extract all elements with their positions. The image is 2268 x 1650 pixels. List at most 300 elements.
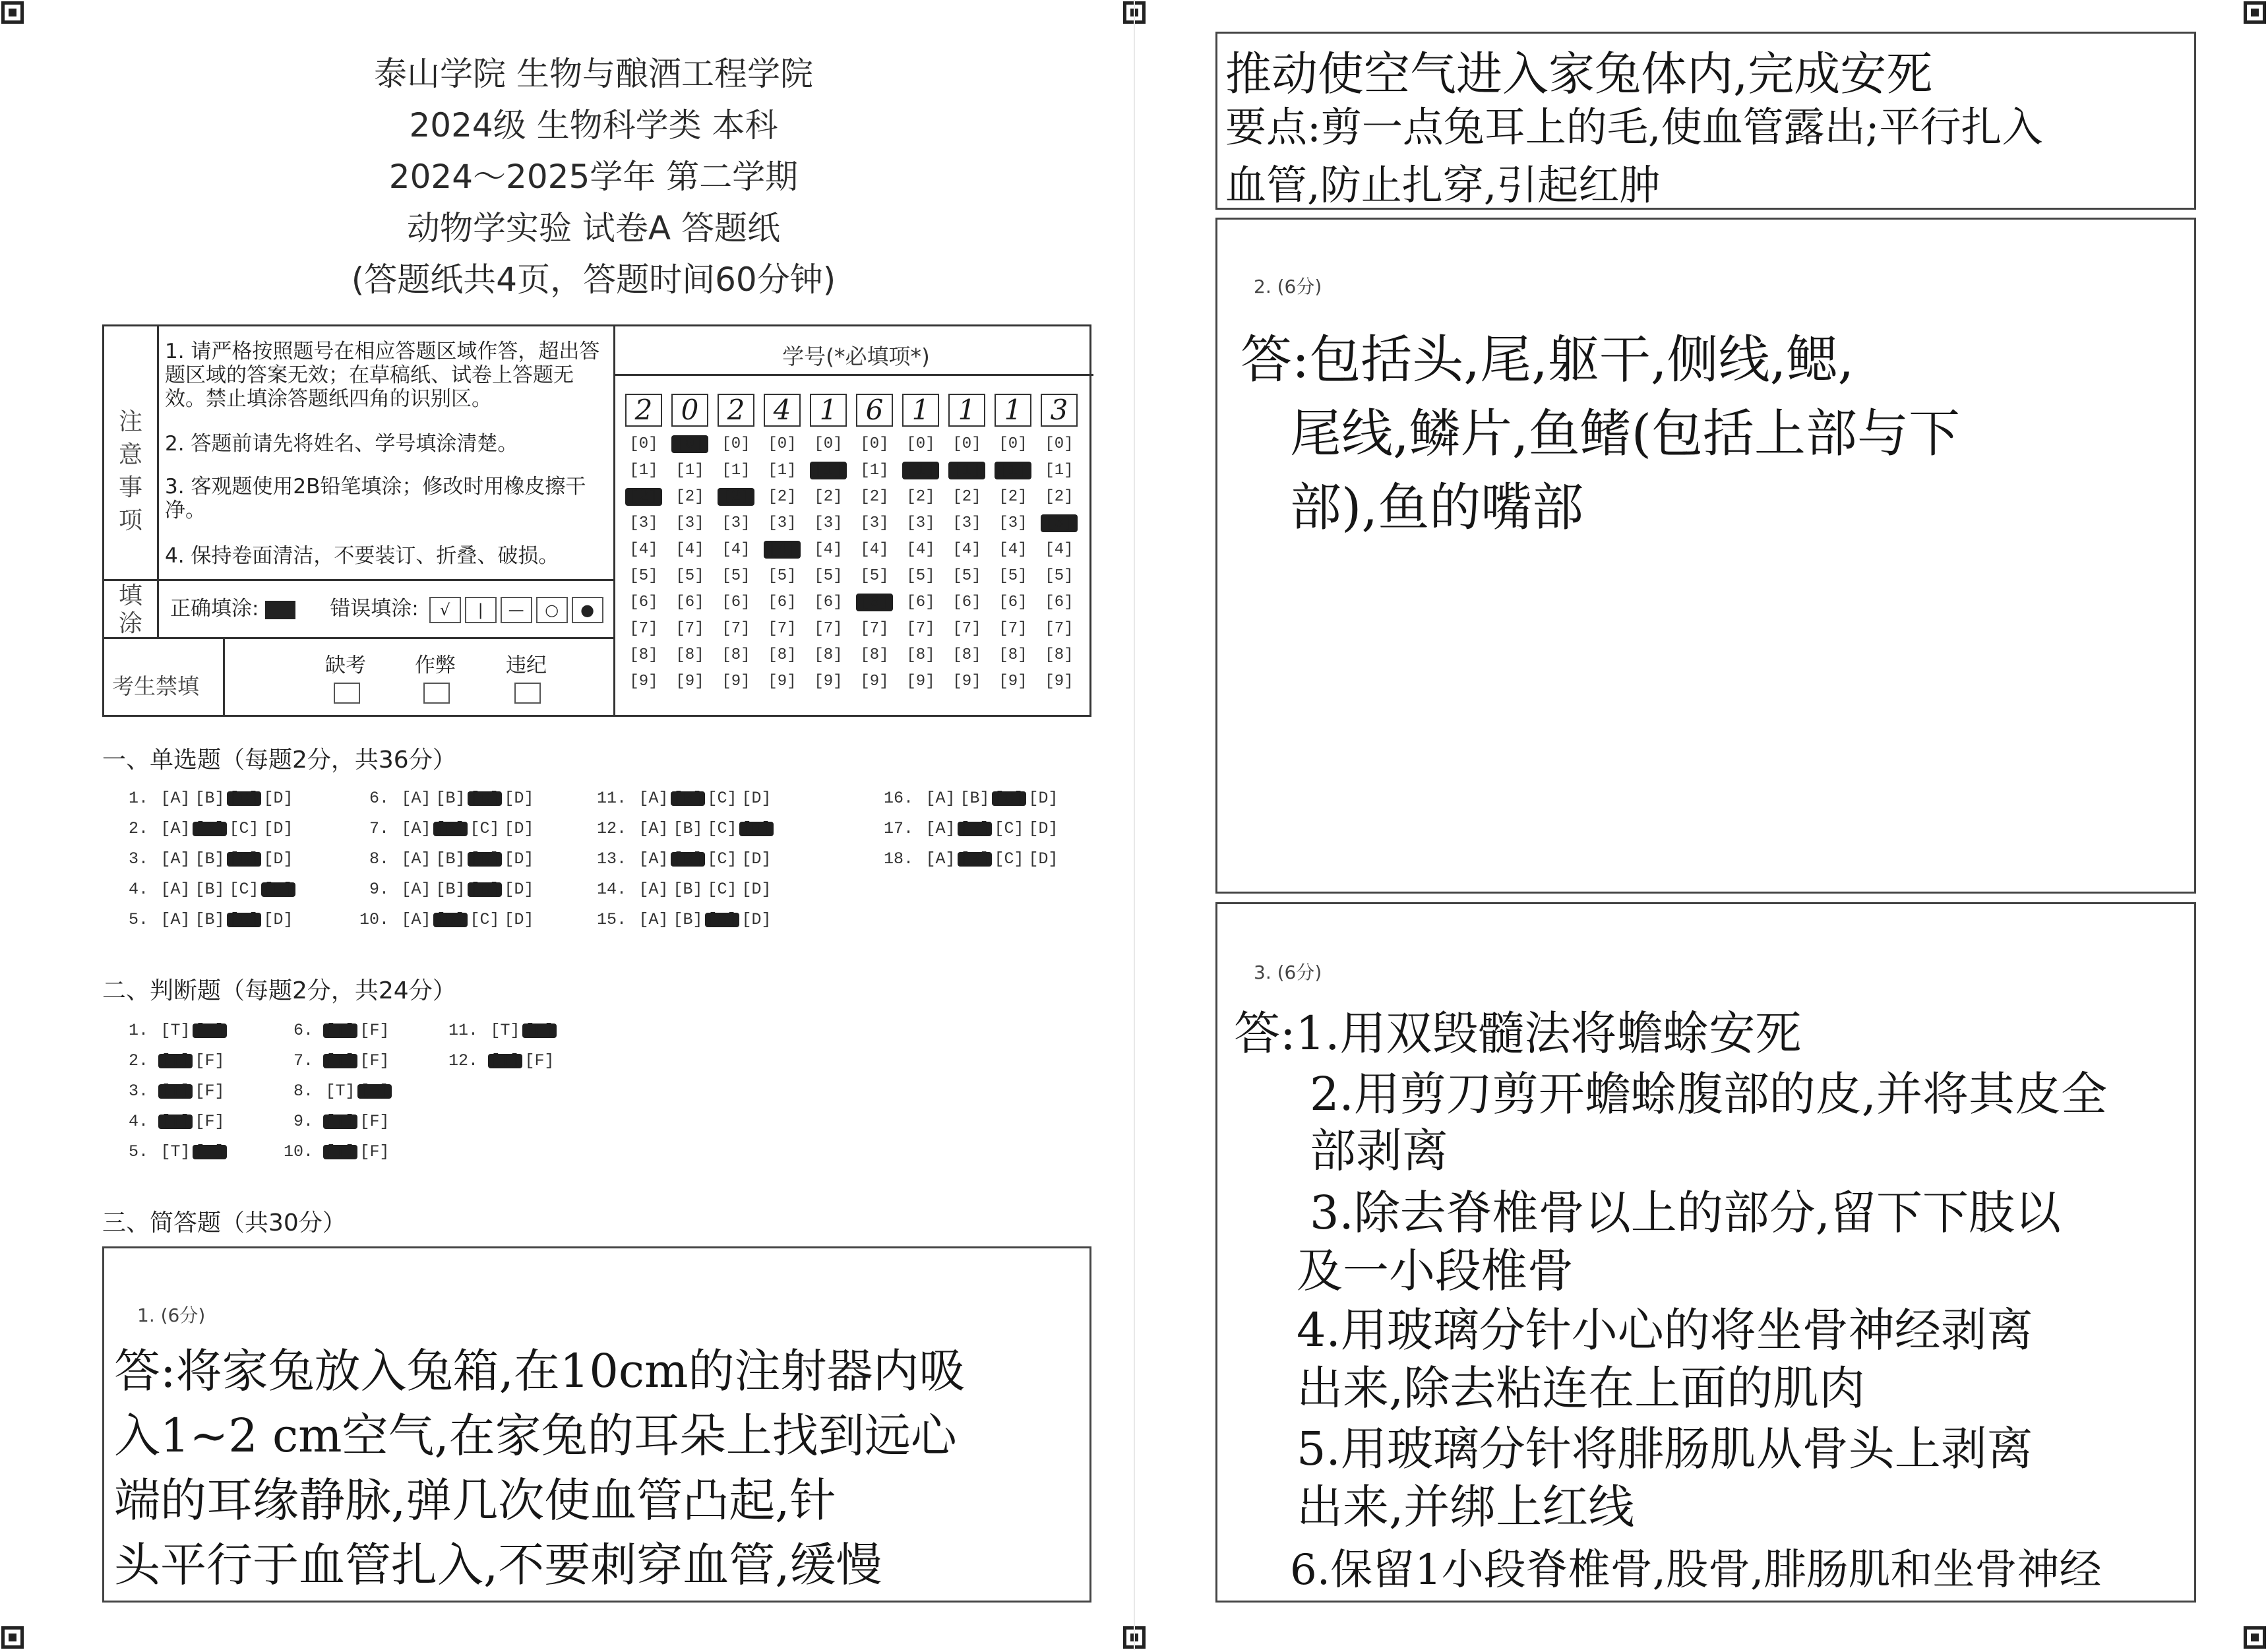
tf-question-number: 7. [284,1051,324,1070]
mc-option-a[interactable]: [A] [638,819,669,838]
q1-cont-line-3: 血管,防止扎穿,引起红肿 [1225,161,1661,209]
student-id-digit-1: 2 [625,394,662,427]
student-id-bubble[interactable]: [8] [906,646,935,664]
student-id-bubble[interactable]: [6] [814,594,843,611]
student-id-bubble[interactable]: [8] [952,646,981,664]
corner-mark-top-right [2244,1,2266,24]
tf-question-number: 11. [448,1021,489,1040]
student-id-digit-7: 1 [902,394,939,427]
q3-line-6: 4.用玻璃分针小心的将坐骨神经剥离 [1297,1303,2033,1357]
sa-section-title: 三、简答题（共30分） [102,1209,346,1237]
mc-option-b[interactable]: [B] [673,880,703,899]
student-id-bubble[interactable]: [1] [902,462,939,479]
student-id-bubble[interactable]: [0] [998,435,1027,453]
mc-option-c[interactable]: [C] [994,819,1024,838]
mc-option-b[interactable]: [B] [433,822,468,836]
mc-option-b[interactable]: [B] [435,789,466,808]
mc-question-number: 15. [597,910,637,929]
tf-option-t[interactable]: [T] [325,1082,355,1101]
tf-question-row [119,1112,227,1131]
mc-option-c[interactable]: [C] [707,880,737,899]
tf-question-number: 5. [119,1142,159,1161]
mc-option-c[interactable]: [C] [229,819,259,838]
student-id-bubble[interactable]: [9] [721,673,751,690]
mc-option-c[interactable]: [C] [468,882,502,897]
mc-option-d[interactable]: [D] [261,882,295,897]
mc-question-row [597,880,774,899]
student-id-bubble[interactable]: [2] [1045,488,1074,506]
student-id-bubble[interactable]: [2] [860,488,889,506]
mc-option-d[interactable]: [D] [741,880,772,899]
student-id-bubble[interactable]: [2] [718,488,754,506]
mc-question-number: 1. [119,789,159,808]
student-id-bubble[interactable]: [6] [998,594,1027,611]
mc-option-d[interactable]: [D] [504,789,534,808]
student-id-bubble[interactable]: [4] [721,541,751,559]
tf-option-f[interactable]: [F] [357,1084,392,1099]
student-id-bubble[interactable]: [9] [814,673,843,690]
correct-fill-label: 正确填涂: [170,597,259,621]
tf-option-t[interactable]: [T] [323,1115,357,1129]
corner-mark-top-left [1,1,24,24]
note-3: 3. 客观题使用2B铅笔填涂；修改时用橡皮擦干净。 [165,475,586,522]
student-id-bubble[interactable]: [2] [952,488,981,506]
mc-option-c[interactable]: [C] [468,791,502,806]
forbidden-violation-box[interactable] [514,683,541,704]
student-id-bubble[interactable]: [5] [860,567,889,585]
student-id-bubble[interactable]: [4] [860,541,889,559]
mc-option-a[interactable]: [A] [160,880,191,899]
mc-option-a[interactable]: [A] [401,910,431,929]
corner-mark-bottom-right [2244,1626,2266,1649]
mc-option-d[interactable]: [D] [1028,789,1058,808]
mc-option-b[interactable]: [B] [195,910,225,929]
mc-option-d[interactable]: [D] [263,910,293,929]
tf-option-t[interactable]: [T] [323,1024,357,1038]
mc-option-a[interactable]: [A] [638,789,669,808]
mc-option-d[interactable]: [D] [741,789,772,808]
tf-option-f[interactable]: [F] [193,1145,227,1159]
student-id-bubble[interactable]: [8] [998,646,1027,664]
q1-label: 1. (6分) [137,1304,206,1326]
mc-option-d[interactable]: [D] [741,849,772,869]
mc-option-a[interactable]: [A] [160,910,191,929]
student-id-bubble[interactable]: [4] [675,541,704,559]
mc-section-title: 一、单选题（每题2分，共36分） [102,747,456,774]
mc-option-b[interactable]: [B] [433,913,468,927]
mc-option-b[interactable]: [B] [673,819,703,838]
tf-option-f[interactable]: [F] [359,1021,390,1040]
mc-option-c[interactable]: [C] [470,910,500,929]
student-id-bubble[interactable]: [3] [814,514,843,532]
q2-answer-box [1215,218,2196,894]
student-id-digit-5: 1 [810,394,847,427]
student-id-digit-2: 0 [671,394,708,427]
student-id-bubble[interactable]: [8] [675,646,704,664]
q3-line-8: 5.用玻璃分针将腓肠肌从骨头上剥离 [1297,1422,2033,1476]
mc-question-row [359,819,536,838]
mc-question-number: 13. [597,849,637,869]
student-id-bubble[interactable]: [9] [675,673,704,690]
info-box [102,324,1091,717]
wrong-mark-circle: ○ [536,597,568,623]
mc-option-b[interactable]: [B] [958,822,992,836]
student-id-bubble[interactable]: [0] [671,435,708,453]
student-id-bubble[interactable]: [6] [675,594,704,611]
mc-option-b[interactable]: [B] [960,789,990,808]
wrong-fill-label: 错误填涂: [330,597,419,621]
student-id-bubble[interactable]: [3] [675,514,704,532]
mc-option-d[interactable]: [D] [1028,849,1058,869]
q1-continued-box [1215,32,2196,210]
q3-line-5: 及一小段椎骨 [1297,1244,1574,1298]
mc-question-row [119,849,295,869]
tf-option-f[interactable]: [F] [359,1051,390,1070]
mc-question-number: 16. [884,789,924,808]
student-id-bubble[interactable]: [6] [721,594,751,611]
mc-question-number: 2. [119,819,159,838]
header-pages: (答题纸共4页，答题时间60分钟) [351,260,836,299]
tf-option-t[interactable]: [T] [160,1142,191,1161]
student-id-bubble[interactable]: [0] [814,435,843,453]
mc-option-d[interactable]: [D] [504,880,534,899]
student-id-bubble[interactable]: [0] [860,435,889,453]
mc-question-number: 9. [359,880,400,899]
mc-option-d[interactable]: [D] [263,789,293,808]
student-id-bubble[interactable]: [7] [814,620,843,638]
tf-option-t[interactable]: [T] [488,1054,522,1068]
tf-option-f[interactable]: [F] [193,1024,227,1038]
mc-question-row [597,789,774,808]
mc-option-a[interactable]: [A] [638,849,669,869]
student-id-bubble[interactable]: [6] [1045,594,1074,611]
forbidden-title: 考生禁填 [112,673,199,699]
mc-option-c[interactable]: [C] [227,852,261,867]
forbidden-cheat-label: 作弊 [415,654,456,677]
q1-cont-line-2: 要点:剪一点兔耳上的毛,使血管露出;平行扎入 [1225,103,2043,151]
q2-label: 2. (6分) [1254,276,1322,297]
mc-option-a[interactable]: [A] [638,880,669,899]
q1-line-4: 头平行于血管扎入,不要刺穿血管,缓慢 [114,1538,882,1592]
student-id-bubble[interactable]: [7] [860,620,889,638]
forbidden-absent-box[interactable] [334,683,360,704]
q3-line-1: 答:1.用双毁髓法将蟾蜍安死 [1234,1006,1802,1060]
student-id-digit-4: 4 [764,394,801,427]
forbidden-absent-label: 缺考 [325,654,366,677]
student-id-bubble[interactable]: [1] [768,462,797,479]
mc-option-c[interactable]: [C] [227,913,261,927]
mc-option-a[interactable]: [A] [160,849,191,869]
mc-option-b[interactable]: [B] [671,852,705,867]
mc-option-d[interactable]: [D] [504,819,534,838]
student-id-bubble[interactable]: [7] [675,620,704,638]
header-class: 2024级 生物科学类 本科 [409,106,778,144]
student-id-bubble[interactable]: [4] [952,541,981,559]
note-2: 2. 答题前请先将姓名、学号填涂清楚。 [165,432,518,456]
student-id-bubble[interactable]: [5] [814,567,843,585]
student-id-bubble[interactable]: [2] [625,488,662,506]
mc-option-a[interactable]: [A] [401,789,431,808]
q3-line-3: 部剥离 [1310,1124,1448,1178]
tf-option-t[interactable]: [T] [158,1084,193,1099]
student-id-bubble[interactable]: [8] [721,646,751,664]
tf-question-row [448,1021,557,1040]
mc-question-row [119,880,295,899]
note-4: 4. 保持卷面清洁，不要装订、折叠、破损。 [165,544,559,568]
mc-option-d[interactable]: [D] [504,910,534,929]
tf-option-f[interactable]: [F] [522,1024,557,1038]
mc-option-c[interactable]: [C] [229,880,259,899]
tf-section-title: 二、判断题（每题2分，共24分） [102,977,456,1004]
q3-answer-box [1215,902,2196,1603]
mc-option-a[interactable]: [A] [925,789,956,808]
mc-question-number: 14. [597,880,637,899]
mc-option-a[interactable]: [A] [925,849,956,869]
mc-option-b[interactable]: [B] [435,880,466,899]
student-id-bubble[interactable]: [5] [952,567,981,585]
student-id-bubble[interactable]: [4] [814,541,843,559]
student-id-bubble[interactable]: [5] [768,567,797,585]
student-id-bubble[interactable]: [3] [860,514,889,532]
mc-question-number: 3. [119,849,159,869]
tf-option-f[interactable]: [F] [195,1082,225,1101]
mc-option-c[interactable]: [C] [470,819,500,838]
tf-option-f[interactable]: [F] [359,1112,390,1131]
mc-option-a[interactable]: [A] [401,819,431,838]
mc-option-a[interactable]: [A] [401,849,431,869]
student-id-bubble[interactable]: [3] [721,514,751,532]
student-id-title: 学号(*必填项*) [782,344,930,369]
mc-option-b[interactable]: [B] [958,852,992,867]
student-id-bubble[interactable]: [7] [998,620,1027,638]
mc-option-b[interactable]: [B] [195,880,225,899]
student-id-bubble[interactable]: [1] [995,462,1031,479]
tf-question-row [448,1051,557,1070]
wrong-mark-check: √ [429,597,461,623]
student-id-bubble[interactable]: [3] [952,514,981,532]
student-id-bubble[interactable]: [9] [768,673,797,690]
student-id-bubble[interactable]: [4] [998,541,1027,559]
mc-option-a[interactable]: [A] [160,819,191,838]
q1-line-2: 入1~2 cm空气,在家兔的耳朵上找到远心 [114,1409,957,1463]
student-id-bubble[interactable]: [3] [998,514,1027,532]
mc-option-c[interactable]: [C] [468,852,502,867]
mc-question-number: 4. [119,880,159,899]
tf-question-row [284,1112,392,1131]
student-id-bubble[interactable]: [7] [768,620,797,638]
mc-question-row [597,849,774,869]
notes-title: 注意事项 [118,408,142,534]
mc-question-number: 8. [359,849,400,869]
tf-option-t[interactable]: [T] [323,1054,357,1068]
tf-option-f[interactable]: [F] [195,1051,225,1070]
student-id-bubble[interactable]: [0] [721,435,751,453]
student-id-bubble[interactable]: [3] [906,514,935,532]
mc-option-b[interactable]: [B] [671,791,705,806]
student-id-bubble[interactable]: [3] [629,514,658,532]
mc-question-row [884,849,1060,869]
student-id-bubble[interactable]: [0] [629,435,658,453]
student-id-bubble[interactable]: [3] [768,514,797,532]
mc-option-d[interactable]: [D] [739,822,774,836]
tf-question-number: 10. [284,1142,324,1161]
mc-question-number: 7. [359,819,400,838]
mc-option-c[interactable]: [C] [707,789,737,808]
student-id-bubble[interactable]: [4] [764,541,801,559]
student-id-bubble[interactable]: [9] [1045,673,1074,690]
page-divider [1134,0,1135,1650]
mc-option-a[interactable]: [A] [925,819,956,838]
student-id-bubble[interactable]: [7] [952,620,981,638]
student-id-bubble[interactable]: [8] [860,646,889,664]
tf-option-f[interactable]: [F] [359,1142,390,1161]
tf-option-f[interactable]: [F] [195,1112,225,1131]
student-id-bubble[interactable]: [8] [768,646,797,664]
student-id-bubble[interactable]: [2] [998,488,1027,506]
mc-option-c[interactable]: [C] [992,791,1026,806]
student-id-bubble[interactable]: [7] [629,620,658,638]
tf-question-number: 2. [119,1051,159,1070]
tf-question-row [119,1051,227,1070]
student-id-bubble[interactable]: [1] [721,462,751,479]
student-id-bubble[interactable]: [9] [629,673,658,690]
mc-question-row [884,789,1060,808]
student-id-bubble[interactable]: [8] [814,646,843,664]
mc-option-d[interactable]: [D] [1028,819,1058,838]
tf-question-row [119,1021,227,1040]
student-id-bubble[interactable]: [8] [629,646,658,664]
mc-question-row [597,819,774,838]
mc-question-row [359,849,536,869]
student-id-bubble[interactable]: [6] [768,594,797,611]
mc-question-row [359,880,536,899]
tf-option-t[interactable]: [T] [158,1115,193,1129]
q1-answer-box [102,1246,1091,1603]
tf-option-t[interactable]: [T] [323,1145,357,1159]
student-id-bubble[interactable]: [8] [1045,646,1074,664]
mc-question-number: 6. [359,789,400,808]
mc-option-d[interactable]: [D] [263,819,293,838]
student-id-bubble[interactable]: [2] [906,488,935,506]
student-id-bubble[interactable]: [6] [906,594,935,611]
forbidden-violation-label: 违纪 [506,654,547,677]
student-id-bubble[interactable]: [4] [1045,541,1074,559]
fill-title: 填涂 [118,582,142,637]
student-id-digit-6: 6 [856,394,893,427]
mc-option-c[interactable]: [C] [705,913,739,927]
student-id-bubble[interactable]: [1] [948,462,985,479]
student-id-bubble[interactable]: [5] [998,567,1027,585]
q2-line-1: 答:包括头,尾,躯干,侧线,鳃, [1241,330,1854,390]
mc-option-c[interactable]: [C] [994,849,1024,869]
mc-option-b[interactable]: [B] [195,789,225,808]
student-id-bubble[interactable]: [6] [629,594,658,611]
mc-question-number: 5. [119,910,159,929]
student-id-bubble[interactable]: [7] [1045,620,1074,638]
q3-line-2: 2.用剪刀剪开蟾蜍腹部的皮,并将其皮全 [1310,1067,2108,1121]
tf-option-t[interactable]: [T] [158,1054,193,1068]
student-id-bubble[interactable]: [0] [1045,435,1074,453]
student-id-digit-3: 2 [718,394,754,427]
q1-line-1: 答:将家兔放入兔箱,在10cm的注射器内吸 [114,1344,965,1398]
student-id-bubble[interactable]: [0] [952,435,981,453]
student-id-bubble[interactable]: [5] [675,567,704,585]
student-id-bubble[interactable]: [6] [952,594,981,611]
mc-question-row [884,819,1060,838]
student-id-bubble[interactable]: [7] [906,620,935,638]
student-id-bubble[interactable]: [0] [906,435,935,453]
tf-question-number: 3. [119,1082,159,1101]
mc-option-c[interactable]: [C] [227,791,261,806]
corner-mark-bottom-left [1,1626,24,1649]
tf-option-f[interactable]: [F] [524,1051,555,1070]
tf-question-row [284,1051,392,1070]
mc-option-c[interactable]: [C] [707,819,737,838]
mc-option-c[interactable]: [C] [707,849,737,869]
student-id-bubble[interactable]: [2] [675,488,704,506]
mc-question-number: 10. [359,910,400,929]
mc-option-d[interactable]: [D] [504,849,534,869]
mc-question-row [119,910,295,929]
header-term: 2024～2025学年 第二学期 [388,158,799,196]
student-id-bubble[interactable]: [9] [906,673,935,690]
student-id-bubble[interactable]: [7] [721,620,751,638]
mc-option-a[interactable]: [A] [401,880,431,899]
student-id-bubble[interactable]: [1] [810,462,847,479]
tf-option-t[interactable]: [T] [160,1021,191,1040]
student-id-bubble[interactable]: [1] [675,462,704,479]
student-id-bubble[interactable]: [5] [906,567,935,585]
student-id-bubble[interactable]: [2] [768,488,797,506]
mc-option-d[interactable]: [D] [741,910,772,929]
student-id-bubble[interactable]: [1] [860,462,889,479]
tf-question-row [119,1142,227,1161]
mc-option-b[interactable]: [B] [673,910,703,929]
student-id-bubble[interactable]: [4] [906,541,935,559]
student-id-bubble[interactable]: [5] [721,567,751,585]
student-id-bubble[interactable]: [1] [1045,462,1074,479]
student-id-bubble[interactable]: [9] [952,673,981,690]
mc-option-b[interactable]: [B] [195,849,225,869]
student-id-bubble[interactable]: [1] [629,462,658,479]
mc-question-number: 11. [597,789,637,808]
mc-option-a[interactable]: [A] [160,789,191,808]
mc-option-b[interactable]: [B] [193,822,227,836]
student-id-bubble[interactable]: [9] [860,673,889,690]
tf-question-row [284,1142,392,1161]
student-id-bubble[interactable]: [9] [998,673,1027,690]
q3-label: 3. (6分) [1254,962,1322,983]
mc-question-number: 18. [884,849,924,869]
student-id-digit-8: 1 [948,394,985,427]
student-id-bubble[interactable]: [6] [856,594,893,611]
mc-option-b[interactable]: [B] [435,849,466,869]
student-id-bubble[interactable]: [2] [814,488,843,506]
student-id-bubble[interactable]: [3] [1041,514,1078,532]
student-id-bubble[interactable]: [5] [629,567,658,585]
student-id-bubble[interactable]: [4] [629,541,658,559]
tf-question-row [119,1082,227,1101]
mc-option-d[interactable]: [D] [263,849,293,869]
student-id-bubble[interactable]: [5] [1045,567,1074,585]
forbidden-cheat-box[interactable] [423,683,450,704]
student-id-bubble[interactable]: [0] [768,435,797,453]
tf-option-t[interactable]: [T] [490,1021,520,1040]
q1-cont-line-1: 推动使空气进入家兔体内,完成安死 [1225,47,1933,101]
q3-line-10: 6.保留1小段脊椎骨,股骨,腓肠肌和坐骨神经 [1290,1546,2102,1595]
mc-option-a[interactable]: [A] [638,910,669,929]
mc-question-row [119,789,295,808]
